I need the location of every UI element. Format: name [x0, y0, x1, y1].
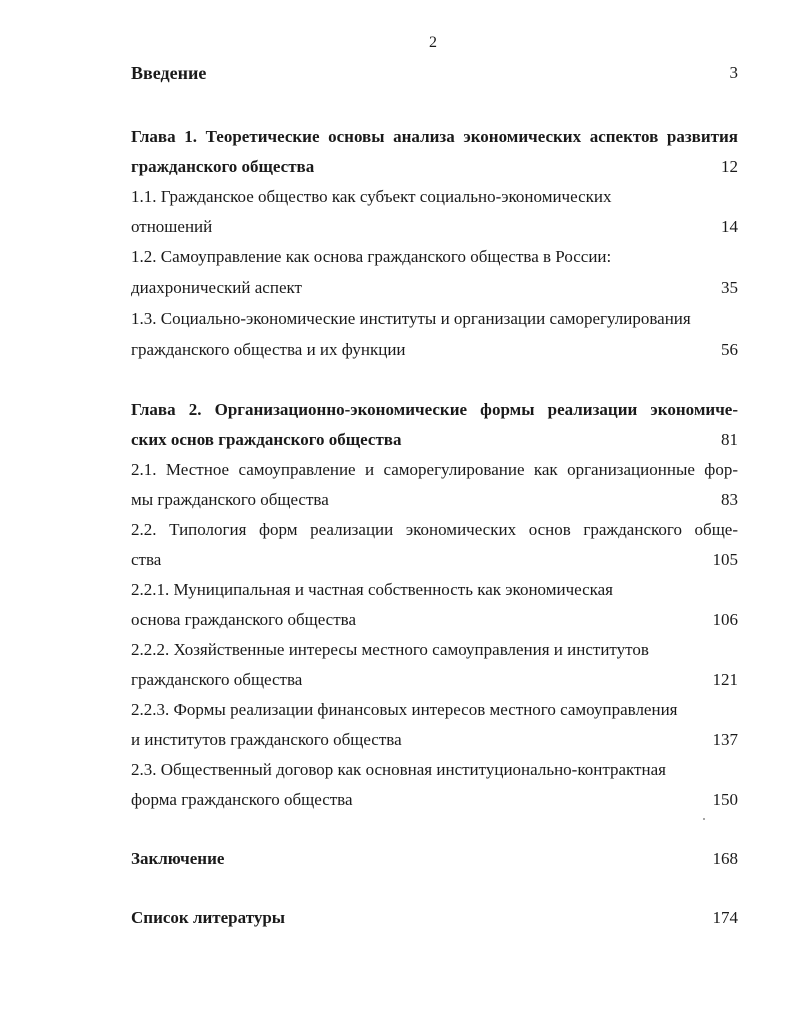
toc-section-2-1-line-1[interactable]	[131, 458, 738, 482]
toc-chapter-2-title-line-2[interactable]	[131, 428, 738, 452]
toc-entry-title: 2.1. Местное самоуправление и саморегулирование как организационные фор-	[131, 460, 738, 479]
toc-entry-page: 121	[712, 670, 738, 689]
toc-entry-title: гражданского общества	[131, 157, 315, 176]
toc-chapter-1-title-line-2[interactable]	[131, 155, 738, 179]
toc-entry-title: Заключение	[131, 849, 225, 868]
toc-entry-page: 174	[712, 908, 738, 927]
toc-entry-title: ства	[131, 550, 162, 569]
toc-entry-title: форма гражданского общества	[131, 790, 353, 809]
toc-entry-conclusion[interactable]	[131, 847, 738, 871]
toc-entry-page: 83	[721, 490, 738, 509]
toc-entry-page: 14	[721, 217, 738, 236]
toc-entry-title: отношений	[131, 217, 213, 236]
toc-entry-title: гражданского общества	[131, 670, 303, 689]
page-number: 2	[429, 34, 437, 51]
toc-section-2-2-line-2[interactable]	[131, 548, 738, 572]
toc-entry-title: 1.2. Самоуправление как основа гражданского общества в России:	[131, 247, 612, 266]
toc-entry-page: 35	[721, 278, 738, 297]
toc-entry-page: 137	[712, 730, 738, 749]
toc-entry-title: мы гражданского общества	[131, 490, 329, 509]
toc-entry-title: Глава 2. Организационно-экономические формы реализации экономиче-	[131, 400, 738, 419]
toc-entry-title: 2.2.3. Формы реализации финансовых интересов местного самоуправления	[131, 700, 678, 719]
toc-section-1-1-line-1[interactable]	[131, 185, 738, 209]
toc-entry-page: 12	[721, 157, 738, 176]
toc-entry-title: 2.2.1. Муниципальная и частная собственность как экономическая	[131, 580, 614, 599]
toc-section-1-2-line-1[interactable]	[131, 245, 738, 269]
toc-entry-page: 150	[712, 790, 738, 809]
scan-speck	[703, 818, 705, 820]
toc-section-1-1-line-2[interactable]	[131, 215, 738, 239]
toc-entry-page: 106	[712, 610, 738, 629]
toc-entry-title: диахронический аспект	[131, 278, 302, 297]
toc-section-2-2-3-line-2[interactable]	[131, 728, 738, 752]
toc-entry-title: 1.1. Гражданское общество как субъект социально-экономических	[131, 187, 612, 206]
toc-section-2-2-1-line-2[interactable]	[131, 608, 738, 632]
toc-entry-title: 1.3. Социально-экономические институты и организации саморегулирования	[131, 309, 691, 328]
toc-section-1-3-line-1[interactable]	[131, 307, 738, 331]
toc-entry-title: Глава 1. Теоретические основы анализа экономических аспектов развития	[131, 127, 738, 146]
toc-entry-title: 2.3. Общественный договор как основная институционально-контрактная	[131, 760, 666, 779]
toc-section-2-3-line-2[interactable]	[131, 788, 738, 812]
toc-chapter-1-title-line-1[interactable]	[131, 125, 738, 149]
toc-entry-page: 56	[721, 340, 738, 359]
toc-entry-title: и институтов гражданского общества	[131, 730, 402, 749]
toc-section-2-2-line-1[interactable]	[131, 518, 738, 542]
toc-entry-title: Список литературы	[131, 908, 286, 927]
toc-entry-title: 2.2. Типология форм реализации экономических основ гражданского обще-	[131, 520, 738, 539]
toc-entry-page: 81	[721, 430, 738, 449]
toc-section-2-1-line-2[interactable]	[131, 488, 738, 512]
toc-section-2-2-3-line-1[interactable]	[131, 698, 738, 722]
toc-entry-title: ских основ гражданского общества	[131, 430, 402, 449]
toc-section-2-2-2-line-2[interactable]	[131, 668, 738, 692]
toc-chapter-2-title-line-1[interactable]	[131, 398, 738, 422]
toc-section-2-2-2-line-1[interactable]	[131, 638, 738, 662]
toc-section-1-2-line-2[interactable]	[131, 276, 738, 300]
toc-entry-page: 168	[712, 849, 738, 868]
toc-section-1-3-line-2[interactable]	[131, 338, 738, 362]
toc-entry-title: основа гражданского общества	[131, 610, 356, 629]
toc-entry-title: 2.2.2. Хозяйственные интересы местного самоуправления и институтов	[131, 640, 649, 659]
toc-section-2-2-1-line-1[interactable]	[131, 578, 738, 602]
toc-entry-page: 105	[712, 550, 738, 569]
toc-entry-title: Введение	[131, 63, 207, 83]
toc-entry-introduction[interactable]	[131, 61, 738, 85]
toc-entry-title: гражданского общества и их функции	[131, 340, 406, 359]
toc-entry-references[interactable]	[131, 906, 738, 930]
toc-entry-page: 3	[729, 63, 738, 82]
toc-section-2-3-line-1[interactable]	[131, 758, 738, 782]
